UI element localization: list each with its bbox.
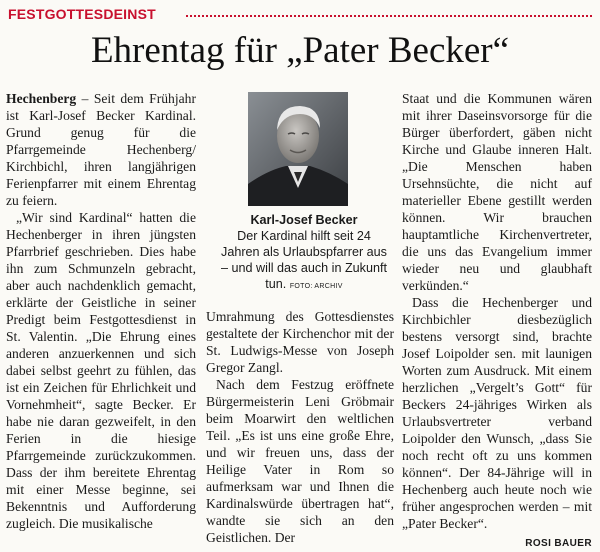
paragraph: „Wir sind Kardinal“ hatten die Hechenberger in ihren jüngsten Pfarrbrief geschrieben. Dies habe ihn zum Schmunzeln gebracht, aber auch nachdenklich gemacht, erklärte der Geistliche in seiner Predigt beim Festgottesdienst in St. Valentin. „Die Ehrung eines anderen anzuerkennen und sich dabei selbst geehrt zu fühlen, das ist ein Zeichen für Ehrlichkeit und Vornehmheit“, sagte Becker. Er habe nie daran gezweifelt, in den Ferien in die hiesige Pfarrgemeinde zurückzukommen. Dass der ihm bereitete Ehrentag mit einer Messe beginne, sei Bekenntnis und Aufforderung zugleich. Die musikalische (6, 210, 196, 531)
article-column-1 (6, 90, 196, 532)
caption-text: Der Kardinal hilft seit 24 Jahren als Urlaubspfarrer aus – und will das auch in Zukunft tun. (221, 229, 387, 291)
caption-name: Karl-Josef Becker (250, 213, 358, 227)
paragraph: Dass die Hechenberger und Kirchbichler diesbezüglich bestens versorgt sind, brachte Josef Loipolder sen. mit launigen Worten zum Ausdruck. Mit einem herzlichen „Vergelt’s Gott“ für Beckers 24-jähriges Wirken als Urlaubsvertreter verband Loipolder den Wunsch, „dass Sie noch recht oft zu uns kommen können“. Der 84-Jährige will in Hechenberg auch heute noch wie früher angesprochen werden – mit „Pater Becker“. (402, 295, 592, 531)
kicker-dotted-rule (186, 15, 592, 17)
kicker-label: FESTGOTTESDEINST (8, 6, 156, 22)
paragraph (6, 90, 196, 209)
author-byline: ROSI BAUER (525, 538, 592, 549)
headline: Ehrentag für „Pater Becker“ (90, 30, 510, 71)
dateline: Hechenberg (6, 91, 77, 106)
portrait-image (248, 92, 348, 206)
photo-credit: FOTO: ARCHIV (289, 283, 343, 290)
portrait-photo (248, 92, 348, 206)
paragraph-text: – Seit dem Frühjahr ist Karl-Josef Becker Kardinal. Grund genug für die Pfarrgemeinde Hechenberg/ Kirchbichl, ihren langjährigen Ferienpfarrer mit einem Ehrentag zu feiern. (6, 91, 196, 208)
paragraph: Umrahmung des Gottesdienstes gestaltete der Kirchenchor mit der St. Ludwigs-Messe von Joseph Gregor Zangl. (206, 309, 394, 375)
paragraph: Nach dem Festzug eröffnete Bürgermeisterin Leni Gröbmair beim Moarwirt den weltlichen Teil. „Es ist uns eine große Ehre, und wir freuen uns, dass der Heilige Vater in Rom so aufmerksam war und Ihnen die Kardinalswürde übertragen hat“, wandte sie sich an den Geistlichen. Der (206, 377, 394, 545)
paragraph: Staat und die Kommunen wären mit ihrer Daseinsvorsorge für die Bürger überfordert, gäben nicht Kirche und Glaube inneren Halt. „Die Menschen haben Ursehnsüchte, die nicht auf materieller Ebene gestillt werden können. Wir brauchen hauptamtliche Kirchenvertreter, die uns das Evangelium immer wieder neu und glaubhaft verkünden.“ (402, 91, 592, 293)
photo-caption (218, 212, 390, 295)
article-column-2 (206, 308, 394, 546)
article-column-3 (402, 90, 592, 552)
